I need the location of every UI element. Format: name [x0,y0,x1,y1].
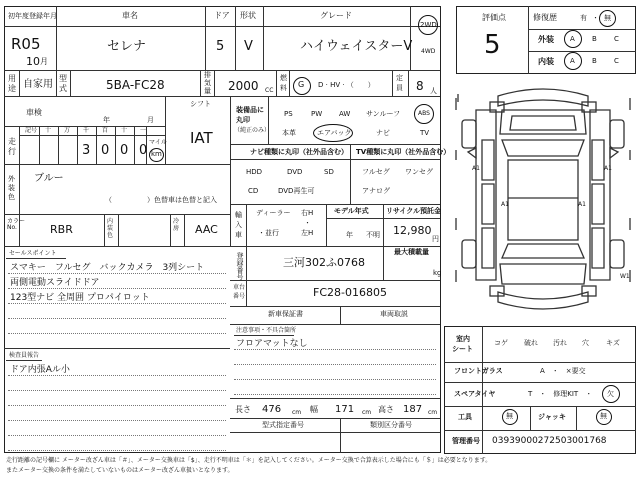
spare-items: T ・ 修理KIT ・ [528,390,593,398]
equip-abs: ABS [418,110,430,117]
exterior-color: ブルー [34,173,64,184]
month-suffix: 月 [40,57,48,66]
mgmt-label: 管理番号 [452,437,480,445]
import-label-3: 車 [235,231,242,239]
spare-value: 欠 [607,390,614,398]
seat-stain: 汚れ [553,339,567,347]
car-name: セレナ [107,39,147,54]
diagram-mark-w1: W1 [620,273,630,280]
glass-items: A ・ ×要交 [540,367,586,375]
chassis-label-1: 車台 [233,284,246,291]
import-label-1: 輸 [235,211,242,219]
score-value: 5 [484,30,501,60]
usage-value: 自家用 [23,79,53,90]
disp-label-3: 量 [204,87,211,95]
diagram-label-4: A1 [578,201,586,208]
reg-date-label: 初年度登録年月 [8,12,57,20]
seat-tear: 破れ [524,339,538,347]
repair-sep: ・ [592,14,599,22]
type-designation-label: 型式指定番号 [262,421,304,429]
model-year-label: モデル年式 [334,207,369,215]
disp-label-1: 排 [204,71,211,79]
interior-grade-label: 内装 [538,57,554,66]
color-no: RBR [50,223,73,236]
tv-oneseg: ワンセグ [405,168,433,176]
seat-label-1: 室内 [456,335,470,343]
equip-aw: AW [339,110,351,118]
mileage-head: 一 [140,127,147,134]
use-label-2: 途 [8,84,16,93]
width-label: 幅 [310,405,318,414]
fuel-label-2: 料 [280,84,287,92]
repair-label: 修復歴 [533,13,557,22]
chassis-label-2: 番号 [233,293,246,300]
car-damage-diagram [446,80,640,320]
diagram-label-3: A1 [501,201,509,208]
equip-navi: ナビ [376,129,390,137]
width-value: 171 [335,404,355,415]
navi-dvd: DVD [287,168,303,176]
model-year-suffix: 年 [346,231,353,239]
import-label-2: 入 [235,221,242,229]
disp-label-2: 気 [204,79,211,87]
mileage-head: 十 [121,127,128,134]
equip-tv: TV [420,129,430,137]
interior-color-label: 内 装 色 [107,218,114,240]
new-car-warranty: 新車保証書 [268,310,303,318]
equip-pw: PW [311,110,323,118]
equip-title-1: 装備品に [236,106,264,114]
inspection-month: 月 [147,116,154,124]
mileage-side-2: 行 [8,147,16,156]
import-dealer: ディーラー [256,209,291,217]
inspector-label: 検査員報告 [9,352,40,359]
tv-title: TV種類に丸印（社外品含む） [356,148,451,156]
grade-label: グレード [320,11,352,20]
reg-month: 10 [26,55,40,68]
equip-sunroof: サンルーフ [366,110,401,118]
grade-value: ハイウェイスターV [300,39,413,54]
seat-hole: 穴 [582,339,589,347]
mgmt-number: 0393900027250300176​8 [492,436,607,446]
max-load-label: 最大積載量 [394,248,429,256]
mileage-head: 十 [45,127,52,134]
class-number-label: 類別区分番号 [370,421,412,429]
notes-label: 注意事項・不具合箇所 [236,327,297,334]
jack-label: ジャッキ [538,413,566,421]
recolor-note: （ ）色替車は色替と記入 [105,196,217,204]
tv-fullseg: フルセグ [362,168,390,176]
handwritten-line: 両側電動スライドドア [10,278,100,288]
length-unit: cm [292,409,302,416]
handwritten-line: ドア内張Aル小 [10,365,70,375]
equip-title-3: （純正のみ） [234,127,271,134]
doors-value: 5 [216,39,225,54]
color-no-label: カラー No. [7,218,26,231]
mile-unit: マイル [149,139,167,146]
cooler-label: 冷 房 [173,218,180,233]
exterior-side-2: 装 [8,184,15,192]
sales-points-label: セールスポイント [9,250,57,257]
body-value: V [244,39,253,54]
footer-line-1: 走行距離の記号欄に メーター改ざん車は「＃」、メーター交換車は「$」、走行不明車は「＊」を記入してください。メーター交換で合算表示した場合にも「＄」は必要となります。 [6,457,492,464]
mileage-head: 記号 [25,127,38,134]
repair-yes: 有 [580,14,587,22]
model-year-unknown: 不明 [366,231,380,239]
disp-unit: CC [265,87,274,94]
mileage-digit: 3 [82,143,91,158]
fuel-label-1: 燃 [280,74,287,82]
import-dot: ・ [304,219,311,227]
mileage-digit: 0 [101,143,110,158]
car-name-label: 車名 [122,11,138,20]
exterior-grade-label: 外装 [538,35,554,44]
mileage-head: 万 [64,127,71,134]
recycle-value: 12,980 [393,224,432,237]
width-unit: cm [362,409,372,416]
fuel-value: G [298,80,305,89]
handwritten-line: フロアマットなし [236,339,308,349]
plate-number: 三河302ふ0768 [283,256,365,269]
mileage-head: 千 [83,127,90,134]
navi-title: ナビ種類に丸印（社外品含む） [250,148,348,156]
mileage-digit: 0 [120,143,129,158]
navi-sd: SD [324,168,334,176]
footer-line-2: またメーター交換の条件を満たしていないものはメーター改ざん車扱いとなります。 [6,467,234,474]
capacity-value: 8 [416,79,424,93]
reg-label-2: 番号 [236,266,244,280]
height-unit: cm [428,409,438,416]
max-load-kg: kg [433,269,442,277]
import-left: 左H [301,229,314,237]
import-parallel: ・並行 [258,229,279,237]
length-label: 長さ [235,405,251,414]
shift-value: IAT [190,129,213,147]
capacity-unit: 人 [430,87,437,95]
inspection-year: 年 [103,116,110,124]
navi-dvd-play: DVD再生可 [278,187,315,195]
exterior-side-3: 色 [8,193,15,201]
spare-label: スペアタイヤ [454,390,496,398]
height-label: 高さ [378,405,394,414]
reg-year: R05 [11,35,41,53]
interior-scale-b: B [592,57,597,65]
glass-label: フロントガラス [454,367,503,375]
tv-analog: アナログ [362,187,390,195]
inspection-label: 車検 [26,108,42,117]
equip-airbag: エアバック [317,129,352,137]
use-label-1: 用 [8,74,16,83]
diagram-label-2: A1 [604,165,612,172]
seat-burn: コゲ [494,339,508,347]
equip-title-2: 丸印 [236,116,250,124]
tools-value: 無 [506,412,513,420]
mileage-head: 百 [102,127,109,134]
height-value: 187 [403,404,423,415]
recycle-yen: 円 [432,235,439,243]
handwritten-line: 123型ナビ 全周囲 プロパイロット [10,293,150,303]
seat-scratch: キズ [606,339,620,347]
interior-scale-a: A [570,57,575,65]
import-right: 右H [301,209,314,217]
equip-ps: PS [284,110,293,118]
mileage-side-1: 走 [8,137,16,146]
capacity-label-1: 定 [396,74,403,82]
drive-4wd: 4WD [421,48,436,55]
displacement: 2000 [228,79,259,93]
equip-leather: 本革 [282,129,296,137]
capacity-label-2: 員 [396,84,403,92]
vehicle-manual: 車両取説 [380,310,408,318]
exterior-scale-c: C [614,35,619,43]
km-unit: km [151,150,162,158]
recycle-label: リサイクル預託金 [386,207,442,215]
drive-value: 2WD [420,21,437,29]
fuel-options: D · HV · （ ） [318,81,375,89]
navi-hdd: HDD [246,168,263,176]
seat-label-2: シート [452,345,473,353]
diagram-label-1: A1 [472,165,480,172]
interior-scale-c: C [614,57,619,65]
exterior-side-1: 外 [8,175,15,183]
repair-no: 無 [604,14,611,22]
jack-value: 無 [600,412,607,420]
handwritten-line: スマキー フルセグ バックカメラ 3列シート [10,263,205,273]
reg-label-1: 登録 [236,252,244,266]
navi-cd: CD [248,187,259,195]
body-type-label: 形状 [240,11,256,20]
cooler-value: AAC [195,223,218,236]
model-label-2: 式 [59,84,67,93]
shift-label: シフト [190,100,211,108]
model-label-1: 型 [59,74,67,83]
doors-label: ドア [214,11,230,20]
exterior-scale-a: A [570,35,575,43]
model-code: 5BA-FC28 [106,78,165,92]
length-value: 476 [262,404,282,415]
score-label: 評価点 [482,13,506,22]
exterior-scale-b: B [592,35,597,43]
tools-label: 工具 [458,413,472,421]
chassis-number: FC28-016805 [313,286,387,299]
mileage-digit: 0 [139,143,148,158]
